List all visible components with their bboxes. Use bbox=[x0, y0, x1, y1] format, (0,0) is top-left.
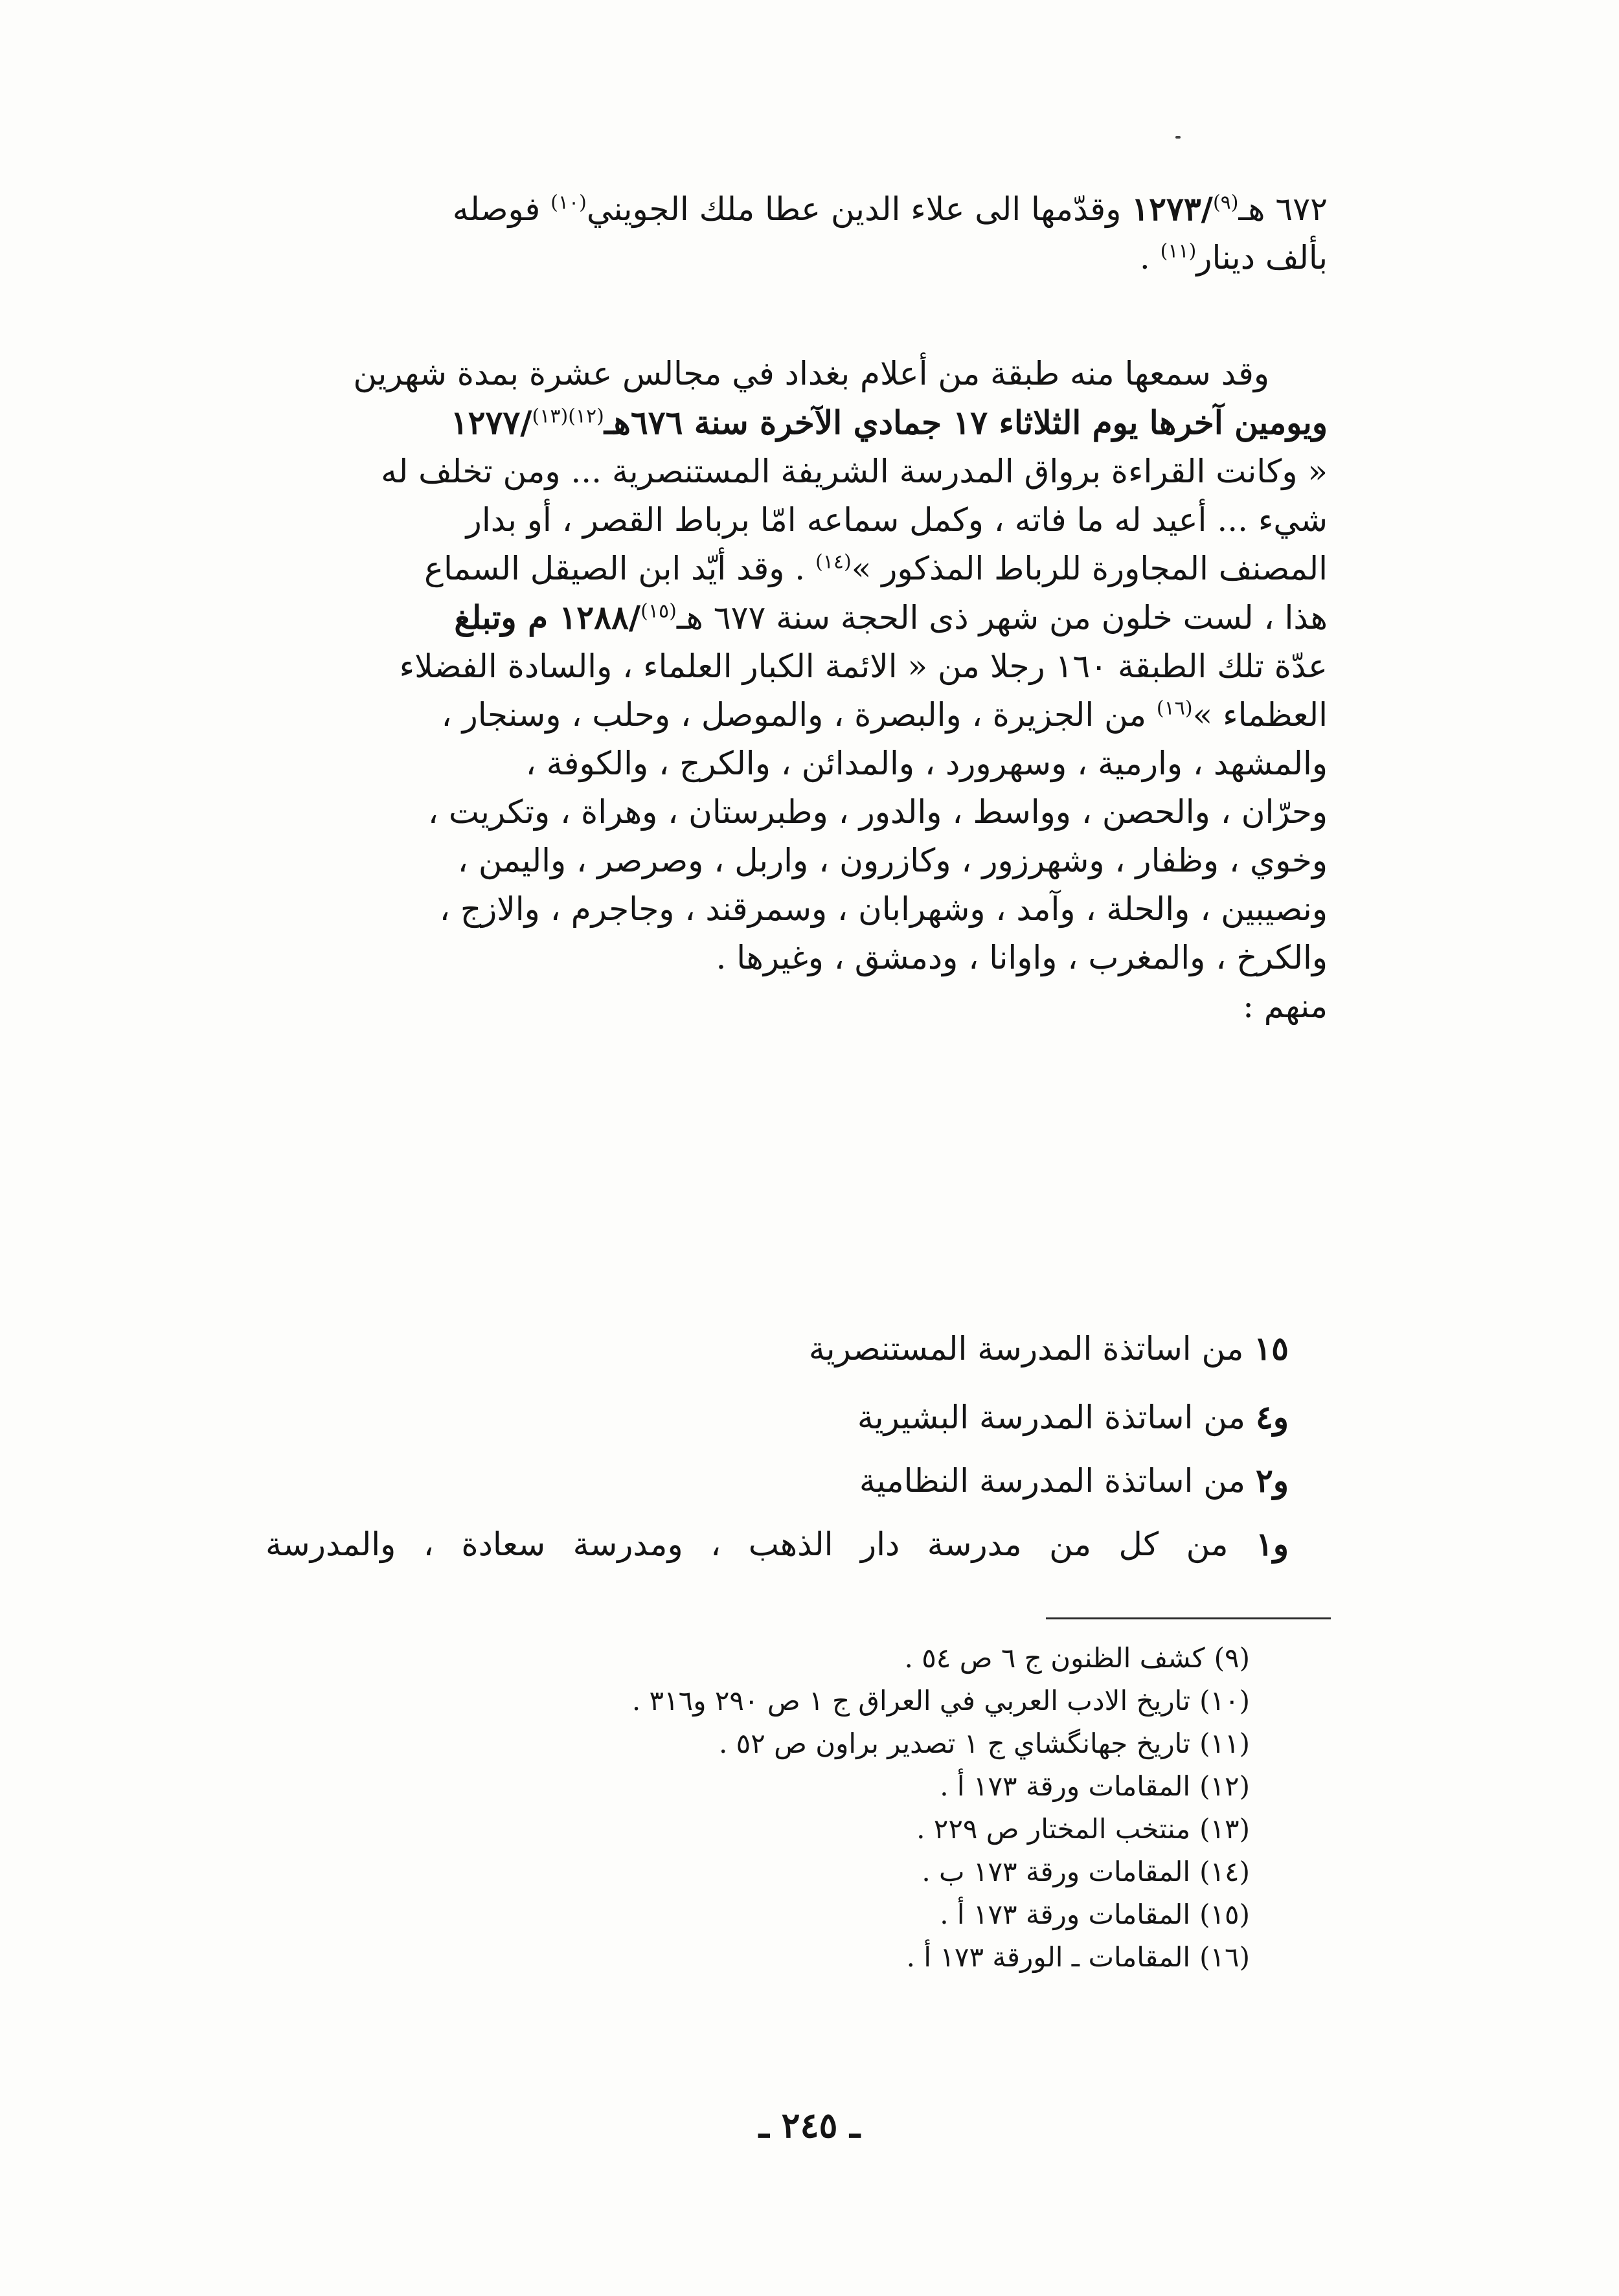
page-number: ـ ٢٤٥ ـ bbox=[758, 2104, 861, 2146]
text-line: المصنف المجاورة للرباط المذكور »$^{(١٤)}$ . وقد أيّد ابن الصيقل السماع bbox=[424, 550, 1328, 587]
footnote: (١٣)منتخب المختار ص ٢٢٩ . bbox=[916, 1813, 1250, 1845]
list-item: و١ من كل من مدرسة دار الذهب ، ومدرسة سعادة ، والمدرسة bbox=[266, 1525, 1289, 1563]
footnote: (١٢)المقامات ورقة ١٧٣ أ . bbox=[940, 1770, 1250, 1802]
text-line: هذا ، لست خلون من شهر ذى الحجة سنة ٦٧٧ هـ$^{(١٥)}$/١٢٨٨ م وتبلغ bbox=[454, 598, 1328, 636]
footnote: (١١)تاريخ جهانگشاي ج ١ تصدير براون ص ٥٢ . bbox=[718, 1728, 1250, 1759]
list-item: ١٥ من اساتذة المدرسة المستنصرية bbox=[808, 1329, 1289, 1367]
footnotes bbox=[266, 1637, 1250, 1979]
text-line: وحرّان ، والحصن ، وواسط ، والدور ، وطبرستان ، وهراة ، وتكريت ، bbox=[427, 793, 1328, 831]
text-line: العظماء »$^{(١٦)}$ من الجزيرة ، والبصرة ، والموصل ، وحلب ، وسنجار ، bbox=[441, 696, 1328, 734]
text-line: منهم : bbox=[1243, 987, 1328, 1025]
footnote-ref[interactable]: (١٠) bbox=[550, 191, 587, 214]
text-line: ٦٧٢ هـ$^{(٩)}$/١٢٧٣ وقدّمها الى علاء الدين عطا ملك الجويني$^{(١٠)}$ فوصله bbox=[452, 190, 1328, 228]
footnote-ref[interactable]: (١٢) bbox=[568, 405, 604, 428]
teachers-list bbox=[266, 1324, 1328, 1569]
text-line: شيء ... أعيد له ما فاته ، وكمل سماعه امّا برباط القصر ، أو بدار bbox=[466, 501, 1328, 539]
footnote-ref[interactable]: (١٤) bbox=[815, 550, 852, 574]
top-paragraph bbox=[266, 185, 1328, 282]
text-line: « وكانت القراءة برواق المدرسة الشريفة المستنصرية ... ومن تخلف له bbox=[381, 453, 1328, 490]
list-item: و٤ من اساتذة المدرسة البشيرية bbox=[857, 1398, 1289, 1436]
footnote-ref[interactable]: (١١) bbox=[1160, 240, 1197, 263]
footnote-ref[interactable]: (٩) bbox=[1212, 191, 1239, 214]
footnote-ref[interactable]: (١٦) bbox=[1156, 697, 1193, 720]
footnote: (٩)كشف الظنون ج ٦ ص ٥٤ . bbox=[904, 1642, 1250, 1674]
list-item: و٢ من اساتذة المدرسة النظامية bbox=[859, 1461, 1289, 1500]
text-line: ويومين آخرها يوم الثلاثاء ١٧ جمادي الآخرة سنة ٦٧٦هـ$^{(١٢)(١٣)}$/١٢٧٧ bbox=[450, 403, 1328, 442]
footnote: (١٤)المقامات ورقة ١٧٣ ب . bbox=[922, 1856, 1250, 1887]
text-line: عدّة تلك الطبقة ١٦٠ رجلا من « الائمة الكبار العلماء ، والسادة الفضلاء bbox=[399, 647, 1328, 685]
print-speck bbox=[1175, 136, 1181, 139]
footnote-ref[interactable]: (١٥) bbox=[640, 600, 677, 623]
text-line: بألف دينار$^{(١١)}$ . bbox=[1139, 239, 1328, 276]
text-line: والمشهد ، وارمية ، وسهرورد ، والمدائن ، والكرج ، والكوفة ، bbox=[525, 745, 1328, 782]
footnote: (١٠)تاريخ الادب العربي في العراق ج ١ ص ٢٩٠ و٣١٦ . bbox=[631, 1685, 1250, 1716]
text-line: والكرخ ، والمغرب ، واوانا ، ودمشق ، وغيرها . bbox=[716, 939, 1328, 976]
footnote-ref[interactable]: (١٣) bbox=[532, 405, 569, 428]
footnote-separator bbox=[1046, 1617, 1331, 1619]
text-line: ونصيبين ، والحلة ، وآمد ، وشهرابان ، وسمرقند ، وجاجرم ، والازج ، bbox=[439, 890, 1328, 928]
footnote: (١٥)المقامات ورقة ١٧٣ أ . bbox=[940, 1898, 1250, 1930]
text-line: وخوي ، وظفار ، وشهرزور ، وكازرون ، واربل ، وصرصر ، واليمن ، bbox=[457, 842, 1328, 879]
text-line: وقد سمعها منه طبقة من أعلام بغداد في مجالس عشرة بمدة شهرين bbox=[353, 355, 1269, 392]
footnote: (١٦)المقامات ـ الورقة ١٧٣ أ . bbox=[906, 1941, 1250, 1973]
main-paragraph bbox=[266, 350, 1328, 1031]
